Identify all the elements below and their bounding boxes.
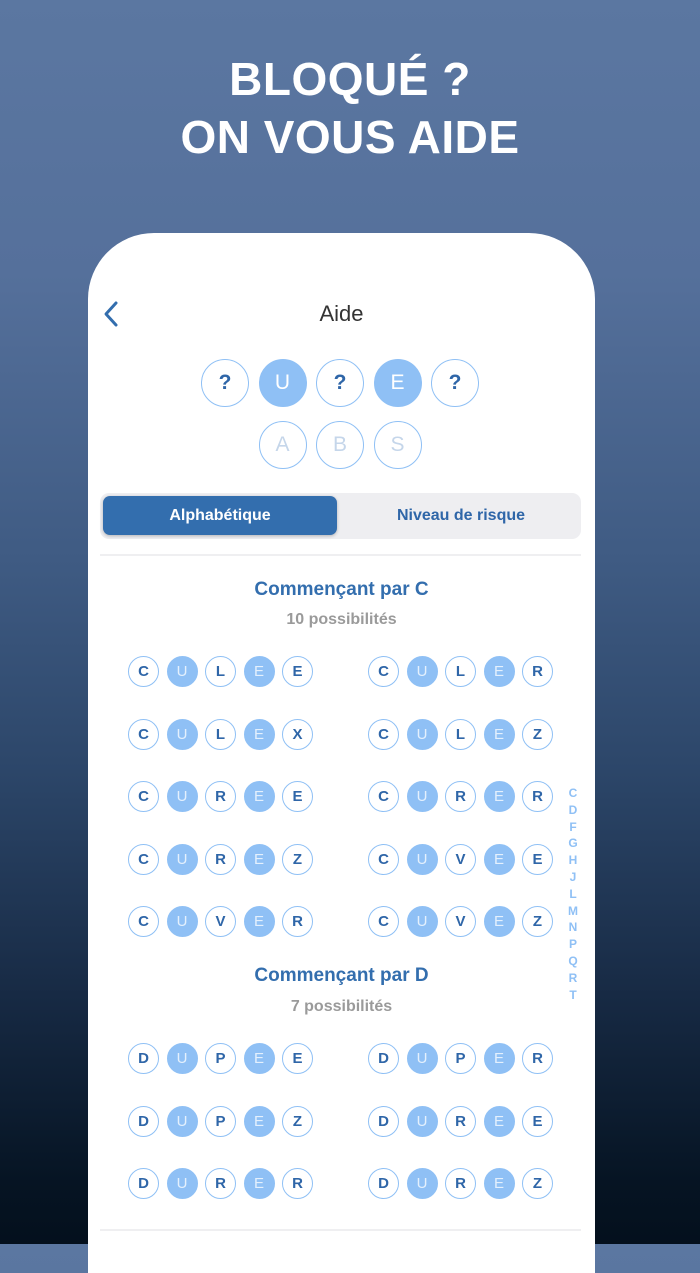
letter-tile: V (205, 906, 236, 937)
letter-tile: D (128, 1043, 159, 1074)
letter-tile: C (128, 781, 159, 812)
word-suggestion[interactable] (368, 844, 554, 876)
letter-tile: E (484, 906, 515, 937)
excluded-letter: A (259, 421, 307, 469)
index-letter[interactable]: M (568, 903, 578, 918)
index-letter[interactable]: P (568, 937, 577, 952)
index-letter[interactable]: G (568, 836, 578, 851)
letter-tile: U (167, 1106, 198, 1137)
letter-tile: L (205, 656, 236, 687)
index-letter[interactable]: R (568, 970, 578, 985)
letter-tile: U (167, 781, 198, 812)
word-pattern (88, 359, 595, 411)
letter-tile: U (167, 719, 198, 750)
letter-tile: E (484, 719, 515, 750)
letter-tile: E (484, 1106, 515, 1137)
excluded-letter: S (374, 421, 422, 469)
letter-tile: V (445, 906, 476, 937)
index-letter[interactable]: Q (568, 953, 578, 968)
letter-tile: C (368, 844, 399, 875)
word-suggestion[interactable] (128, 1043, 314, 1075)
letter-tile: E (484, 1168, 515, 1199)
letter-tile: R (282, 1168, 313, 1199)
letter-tile: R (522, 656, 553, 687)
known-letter-slot: U (259, 359, 307, 407)
word-suggestion[interactable] (368, 781, 554, 813)
word-suggestion[interactable] (128, 906, 314, 938)
letter-tile: C (368, 906, 399, 937)
letter-tile: E (484, 781, 515, 812)
letter-tile: E (244, 1043, 275, 1074)
letter-tile: Z (282, 844, 313, 875)
word-suggestion[interactable] (368, 1043, 554, 1075)
headline-line-2: ON VOUS AIDE (180, 111, 520, 163)
letter-tile: E (244, 719, 275, 750)
letter-tile: D (368, 1043, 399, 1074)
letter-tile: U (407, 844, 438, 875)
letter-tile: R (205, 844, 236, 875)
letter-tile: D (128, 1168, 159, 1199)
letter-tile: U (167, 906, 198, 937)
letter-tile: R (445, 1168, 476, 1199)
letter-tile: D (368, 1106, 399, 1137)
letter-tile: E (282, 1043, 313, 1074)
letter-tile: E (484, 1043, 515, 1074)
alphabet-index-scrubber[interactable] (566, 785, 580, 1003)
excluded-letters (88, 421, 595, 473)
letter-tile: U (407, 1106, 438, 1137)
letter-tile: E (244, 906, 275, 937)
divider (100, 1229, 581, 1231)
letter-tile: C (368, 781, 399, 812)
index-letter[interactable]: J (569, 869, 577, 884)
letter-tile: E (484, 844, 515, 875)
index-letter[interactable]: H (568, 853, 578, 868)
tab-niveau-de-risque[interactable]: Niveau de risque (396, 506, 526, 524)
letter-tile: R (205, 1168, 236, 1199)
letter-tile: R (522, 781, 553, 812)
word-suggestion[interactable] (128, 656, 314, 688)
word-suggestion[interactable] (128, 781, 314, 813)
word-suggestion[interactable] (368, 719, 554, 751)
section-title-c: Commençant par C (254, 579, 429, 600)
letter-tile: U (407, 1043, 438, 1074)
known-letter-slot: E (374, 359, 422, 407)
letter-tile: V (445, 844, 476, 875)
letter-tile: Z (522, 906, 553, 937)
letter-tile: U (407, 719, 438, 750)
letter-tile: P (445, 1043, 476, 1074)
letter-tile: U (167, 656, 198, 687)
letter-tile: U (167, 844, 198, 875)
page-title: Aide (319, 301, 364, 326)
excluded-letter: B (316, 421, 364, 469)
section-title-d: Commençant par D (254, 965, 429, 986)
letter-tile: L (445, 719, 476, 750)
letter-tile: E (282, 781, 313, 812)
letter-tile: P (205, 1043, 236, 1074)
letter-tile: D (368, 1168, 399, 1199)
letter-tile: R (522, 1043, 553, 1074)
letter-tile: R (282, 906, 313, 937)
letter-tile: R (445, 781, 476, 812)
letter-tile: E (244, 1106, 275, 1137)
index-letter[interactable]: C (568, 786, 578, 800)
word-suggestion[interactable] (128, 1168, 314, 1200)
letter-tile: P (205, 1106, 236, 1137)
letter-tile: C (128, 844, 159, 875)
unknown-letter-slot: ? (431, 359, 479, 407)
letter-tile: E (244, 656, 275, 687)
letter-tile: R (445, 1106, 476, 1137)
word-suggestion[interactable] (368, 1168, 554, 1200)
letter-tile: L (205, 719, 236, 750)
headline-line-1: BLOQUÉ ? (229, 53, 471, 105)
letter-tile: C (368, 656, 399, 687)
index-letter[interactable]: T (569, 987, 577, 1002)
letter-tile: E (282, 656, 313, 687)
index-letter[interactable]: N (568, 920, 578, 935)
letter-tile: U (167, 1168, 198, 1199)
letter-tile: E (522, 1106, 553, 1137)
letter-tile: L (445, 656, 476, 687)
unknown-letter-slot: ? (316, 359, 364, 407)
letter-tile: D (128, 1106, 159, 1137)
letter-tile: R (205, 781, 236, 812)
phone-screen (88, 233, 595, 1273)
tab-alphabetique[interactable]: Alphabétique (103, 496, 337, 535)
unknown-letter-slot: ? (201, 359, 249, 407)
letter-tile: C (128, 906, 159, 937)
word-suggestion[interactable] (368, 1106, 554, 1138)
letter-tile: C (368, 719, 399, 750)
letter-tile: U (407, 656, 438, 687)
letter-tile: U (407, 906, 438, 937)
word-suggestion[interactable] (128, 844, 314, 876)
divider (100, 554, 581, 556)
section-count-d: 7 possibilités (290, 998, 393, 1015)
index-letter[interactable]: D (568, 802, 578, 817)
letter-tile: Z (522, 719, 553, 750)
letter-tile: X (282, 719, 313, 750)
letter-tile: Z (522, 1168, 553, 1199)
word-suggestion[interactable] (368, 656, 554, 688)
letter-tile: E (522, 844, 553, 875)
letter-tile: Z (282, 1106, 313, 1137)
letter-tile: U (407, 781, 438, 812)
word-suggestion[interactable] (128, 719, 314, 751)
word-suggestion[interactable] (128, 1106, 314, 1138)
letter-tile: E (484, 656, 515, 687)
letter-tile: E (244, 781, 275, 812)
letter-tile: C (128, 719, 159, 750)
sort-segmented-control (100, 493, 581, 539)
letter-tile: U (407, 1168, 438, 1199)
promo-headline (0, 50, 700, 166)
letter-tile: E (244, 844, 275, 875)
letter-tile: C (128, 656, 159, 687)
word-suggestion[interactable] (368, 906, 554, 938)
section-count-c: 10 possibilités (286, 611, 397, 628)
index-letter[interactable]: F (569, 819, 577, 834)
letter-tile: U (167, 1043, 198, 1074)
index-letter[interactable]: L (569, 886, 577, 901)
letter-tile: E (244, 1168, 275, 1199)
